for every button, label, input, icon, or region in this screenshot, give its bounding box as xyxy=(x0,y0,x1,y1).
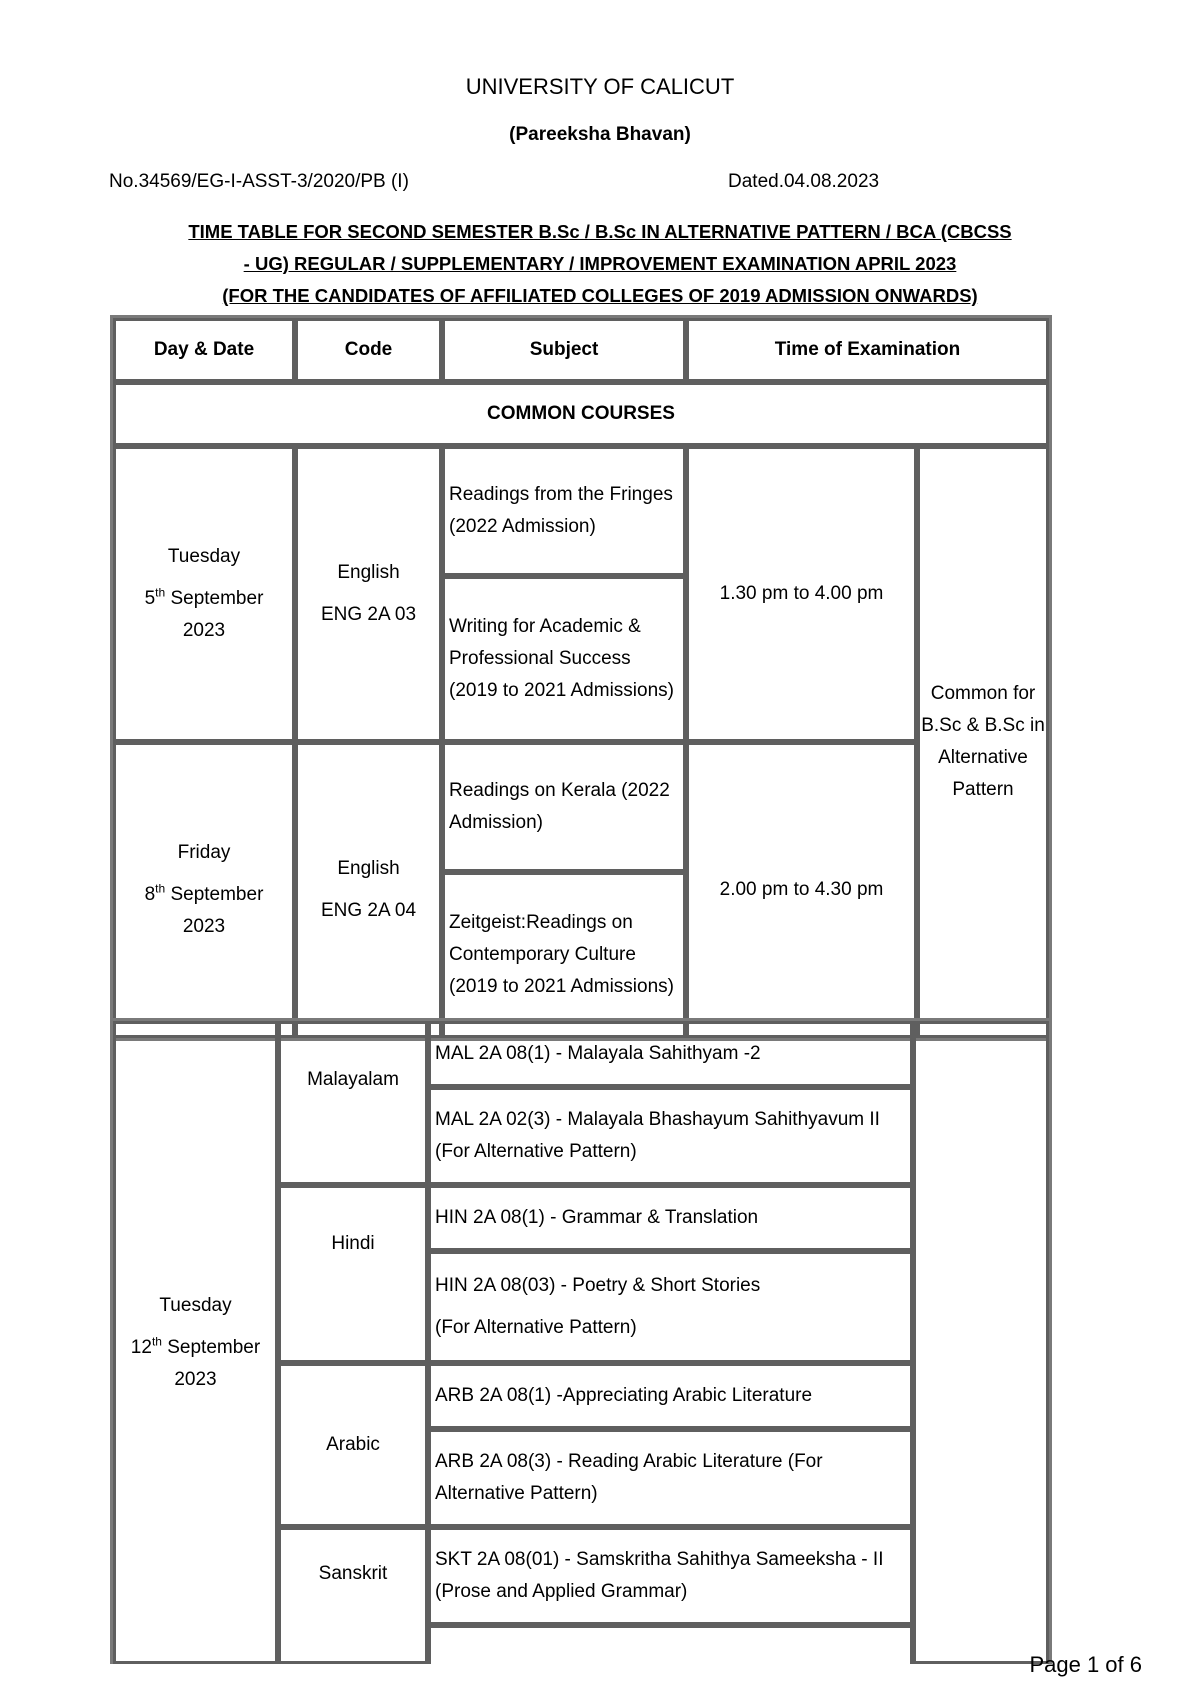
paper-cell: MAL 2A 02(3) - Malayala Bhashayum Sahithyavum II (For Alternative Pattern) xyxy=(428,1087,913,1185)
code-cell xyxy=(295,742,442,1038)
column-header-code: Code xyxy=(295,318,442,382)
day-date-cell xyxy=(113,1021,278,1664)
timetable-heading xyxy=(105,216,1095,312)
column-header-time: Time of Examination xyxy=(686,318,1049,382)
reference-number: No.34569/EG-I-ASST-3/2020/PB (I) xyxy=(109,171,409,192)
paper-cell xyxy=(428,1625,913,1664)
day-label: Tuesday xyxy=(159,1294,232,1316)
date-suffix: th xyxy=(155,881,166,896)
table-row xyxy=(113,446,1049,576)
paper-cell xyxy=(428,1251,913,1363)
course-code: ENG 2A 03 xyxy=(320,604,417,625)
date-suffix: th xyxy=(155,585,166,600)
language-arabic: Arabic xyxy=(278,1363,428,1527)
language-malayalam: Malayalam xyxy=(278,1021,428,1185)
reference-date: Dated.04.08.2023 xyxy=(728,171,880,192)
table-row xyxy=(113,1021,1049,1087)
common-note-cell: Common for B.Sc & B.Sc in Alternative Pattern xyxy=(917,446,1049,1038)
table-row xyxy=(113,742,1049,872)
date-month: September xyxy=(170,884,264,905)
common-courses-table xyxy=(110,315,1052,1041)
paper-cell: HIN 2A 08(1) - Grammar & Translation xyxy=(428,1185,913,1251)
paper-title: HIN 2A 08(03) - Poetry & Short Stories xyxy=(435,1275,761,1296)
section-row xyxy=(113,382,1049,446)
time-cell: 2.00 pm to 4.30 pm xyxy=(686,742,917,1038)
code-name: English xyxy=(337,562,400,583)
date-month: September xyxy=(170,588,264,609)
paper-note: (For Alternative Pattern) xyxy=(435,1317,637,1338)
university-name: UNIVERSITY OF CALICUT xyxy=(465,74,735,99)
paper-cell: SKT 2A 08(01) - Samskritha Sahithya Sameeksha - II (Prose and Applied Grammar) xyxy=(428,1527,913,1625)
day-date-cell xyxy=(113,742,295,1038)
language-hindi: Hindi xyxy=(278,1185,428,1363)
subject-cell: Writing for Academic & Professional Success (2019 to 2021 Admissions) xyxy=(442,576,686,742)
date-year: 2023 xyxy=(182,620,226,641)
date-year: 2023 xyxy=(182,916,226,937)
course-code: ENG 2A 04 xyxy=(320,900,417,921)
paper-cell: ARB 2A 08(3) - Reading Arabic Literature (For Alternative Pattern) xyxy=(428,1429,913,1527)
blank-time-cell xyxy=(913,1021,1049,1664)
date-number: 5 xyxy=(144,588,156,609)
subject-cell: Readings on Kerala (2022 Admission) xyxy=(442,742,686,872)
language-sanskrit: Sanskrit xyxy=(278,1527,428,1664)
subject-cell: Zeitgeist:Readings on Contemporary Culture (2019 to 2021 Admissions) xyxy=(442,872,686,1038)
heading-line-2: - UG) REGULAR / SUPPLEMENTARY / IMPROVEMENT EXAMINATION APRIL 2023 xyxy=(243,253,957,274)
paper-cell: ARB 2A 08(1) -Appreciating Arabic Literature xyxy=(428,1363,913,1429)
section-common-courses: COMMON COURSES xyxy=(113,382,1049,446)
date-month: September xyxy=(167,1336,261,1358)
language-courses-table xyxy=(110,1018,1052,1664)
column-header-day-date: Day & Date xyxy=(113,318,295,382)
page-number: Page 1 of 6 xyxy=(1029,1652,1142,1677)
time-cell: 1.30 pm to 4.00 pm xyxy=(686,446,917,742)
day-label: Tuesday xyxy=(167,546,241,567)
office-name: (Pareeksha Bhavan) xyxy=(509,124,691,145)
date-number: 8 xyxy=(144,884,156,905)
day-label: Friday xyxy=(177,842,231,863)
code-cell xyxy=(295,446,442,742)
code-name: English xyxy=(337,858,400,879)
date-year: 2023 xyxy=(174,1368,217,1390)
date-suffix: th xyxy=(151,1334,162,1349)
subject-cell: Readings from the Fringes (2022 Admission) xyxy=(442,446,686,576)
heading-line-3: (FOR THE CANDIDATES OF AFFILIATED COLLEGES OF 2019 ADMISSION ONWARDS) xyxy=(222,285,978,306)
column-header-subject: Subject xyxy=(442,318,686,382)
date-number: 12 xyxy=(130,1336,152,1358)
day-date-cell xyxy=(113,446,295,742)
heading-line-1: TIME TABLE FOR SECOND SEMESTER B.Sc / B.Sc IN ALTERNATIVE PATTERN / BCA (CBCSS xyxy=(188,221,1012,242)
paper-cell: MAL 2A 08(1) - Malayala Sahithyam -2 xyxy=(428,1021,913,1087)
table-header-row xyxy=(113,318,1049,382)
